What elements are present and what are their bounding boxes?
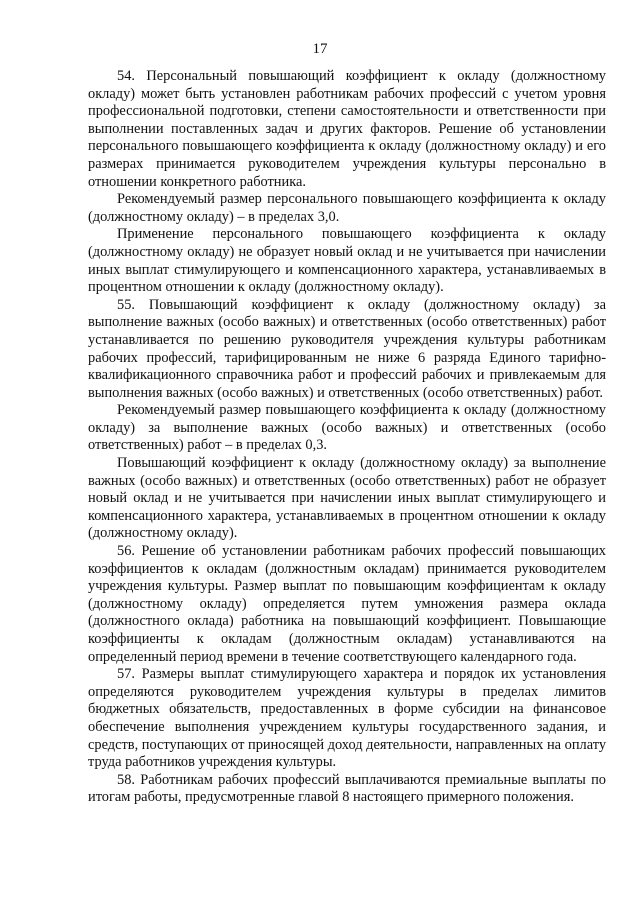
paragraph-54-recommended-size: Рекомендуемый размер персонального повышающего коэффициента к окладу (должностному окладу) – в пределах 3,0. [88, 191, 606, 225]
paragraph-54: 54. Персональный повышающий коэффициент к окладу (должностному окладу) может быть установлен работникам рабочих профессий с учетом уровня профессиональной подготовки, степени самостоятельности и ответственности при выполнении поставленных задач и других факторов. Решение об установлении персонального повышающего коэффициента к окладу (должностному окладу) и его размерах принимается руководителем учреждения культуры персонально в отношении конкретного работника. [88, 68, 606, 190]
paragraph-56: 56. Решение об установлении работникам рабочих профессий повышающих коэффициентов к окладам (должностным окладам) принимается руководителем учреждения культуры. Размер выплат по повышающим коэффициентам к окладу (должностному окладу) определяется путем умножения размера оклада (должностного оклада) работника на повышающий коэффициент. Повышающие коэффициенты к окладам (должностным окладам) устанавливаются на определенный период времени в течение соответствующего календарного года. [88, 543, 606, 665]
paragraph-55-recommended-size: Рекомендуемый размер повышающего коэффициента к окладу (должностному окладу) за выполнение важных (особо важных) и ответственных (особо ответственных) работ – в пределах 0,3. [88, 402, 606, 454]
paragraph-58: 58. Работникам рабочих профессий выплачиваются премиальные выплаты по итогам работы, предусмотренные главой 8 настоящего примерного положения. [88, 771, 606, 806]
paragraph-54-application: Применение персонального повышающего коэффициента к окладу (должностному окладу) не образует новый оклад и не учитывается при начислении иных выплат стимулирующего и компенсационного характера, устанавливаемых в процентном отношении к окладу (должностному окладу). [88, 226, 606, 296]
paragraph-55-application: Повышающий коэффициент к окладу (должностному окладу) за выполнение важных (особо важных) и ответственных (особо ответственных) работ не образует новый оклад и не учитывается при начислении иных выплат стимулирующего и компенсационного характера, устанавливаемых в процентном отношении к окладу (должностному окладу). [88, 455, 606, 542]
paragraph-55: 55. Повышающий коэффициент к окладу (должностному окладу) за выполнение важных (особо важных) и ответственных (особо ответственных) работ устанавливается по решению руководителя учреждения культуры работникам рабочих профессий, тарифицированным не ниже 6 разряда Единого тарифно-квалификационного справочника работ и профессий рабочих и привлекаемым для выполнения важных (особо важных) и ответственных (особо ответственных) работ. [88, 296, 606, 401]
page-number: 17 [312, 41, 328, 57]
document-body [88, 68, 606, 807]
paragraph-57: 57. Размеры выплат стимулирующего характера и порядок их установления определяются руководителем учреждения культуры в пределах лимитов бюджетных обязательств, предоставленных в форме субсидии на финансовое обеспечение выполнения учреждением культуры государственного задания, и средств, поступающих от приносящей доход деятельности, направленных на оплату труда работников учреждения культуры. [88, 666, 607, 771]
